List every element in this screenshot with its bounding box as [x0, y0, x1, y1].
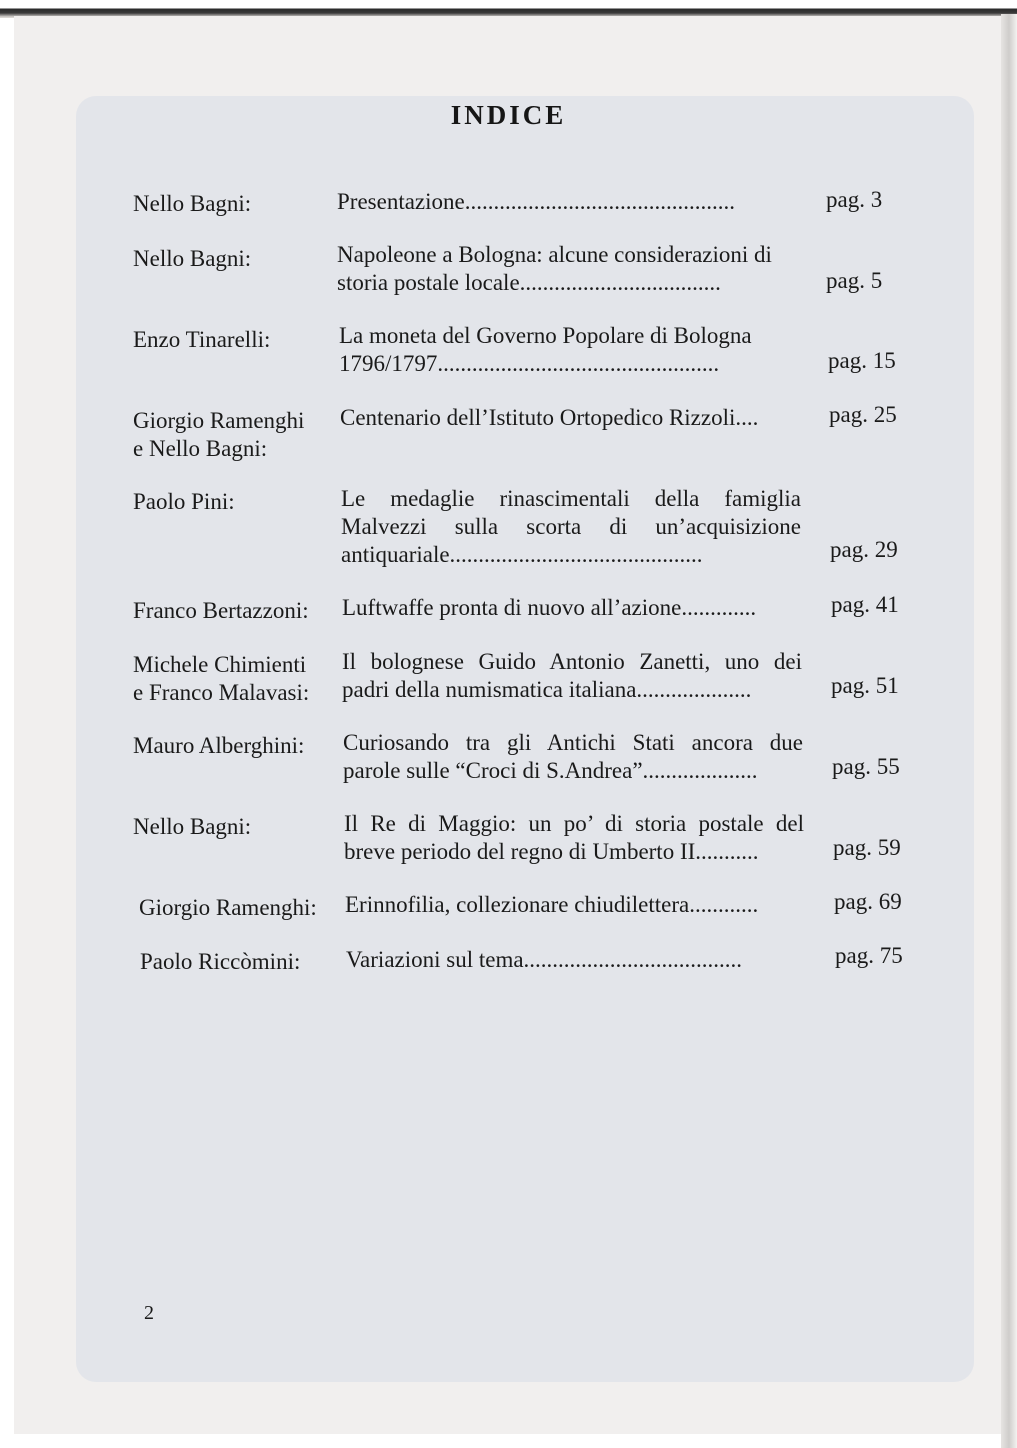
toc-page-ref: pag. 5	[826, 268, 883, 293]
author-line: Mauro Alberghini:	[133, 733, 305, 758]
article-line: storia postale locale...................................	[337, 270, 721, 295]
toc-author	[139, 894, 349, 922]
article-line: Malvezzi sulla scorta di un’acquisizione	[341, 514, 801, 539]
article-line: Il Re di Maggio: un po’ di storia postale del	[344, 811, 804, 836]
author-line: e Nello Bagni:	[133, 436, 268, 461]
author-line: Paolo Pini:	[133, 489, 235, 514]
article-line: parole sulle “Croci di S.Andrea”....................	[343, 758, 758, 783]
toc-page-ref: pag. 29	[830, 537, 898, 562]
page-number: 2	[144, 1302, 154, 1324]
author-line: Giorgio Ramenghi:	[139, 895, 317, 920]
toc-page-ref: pag. 51	[831, 673, 899, 698]
toc-article	[337, 241, 797, 297]
author-line: Nello Bagni:	[133, 246, 252, 271]
toc-author	[133, 597, 333, 625]
article-line: La moneta del Governo Popolare di Bologna	[339, 323, 752, 348]
author-line: Paolo Riccòmini:	[140, 949, 301, 974]
toc-author	[133, 488, 333, 516]
article-line: antiquariale............................................	[341, 542, 703, 567]
article-line: Le medaglie rinascimentali della famiglia	[341, 486, 801, 511]
toc-article	[340, 404, 800, 432]
toc-author	[133, 326, 333, 354]
toc-page-ref: pag. 25	[829, 402, 897, 427]
toc-page-ref: pag. 41	[831, 592, 899, 617]
page-right-edge	[1001, 14, 1017, 1448]
document-page	[14, 16, 1002, 1434]
index-title: INDICE	[450, 100, 567, 130]
toc-article	[343, 729, 803, 785]
toc-article	[341, 485, 801, 569]
toc-page-ref: pag. 59	[833, 835, 901, 860]
author-line: Nello Bagni:	[133, 814, 252, 839]
toc-page-ref: pag. 75	[835, 943, 903, 968]
toc-author	[133, 190, 333, 218]
article-line: padri della numismatica italiana....................	[342, 677, 752, 702]
article-line: Centenario dell’Istituto Ortopedico Rizzoli....	[340, 405, 759, 430]
toc-author	[133, 407, 333, 463]
toc-article	[346, 946, 806, 974]
toc-article	[345, 891, 805, 919]
toc-author	[140, 948, 340, 976]
toc-page-ref: pag. 69	[834, 889, 902, 914]
toc-article	[339, 322, 799, 378]
author-line: e Franco Malavasi:	[133, 680, 310, 705]
toc-author	[133, 732, 333, 760]
article-line: breve periodo del regno di Umberto II...........	[344, 839, 759, 864]
author-line: Nello Bagni:	[133, 191, 252, 216]
article-line: Curiosando tra gli Antichi Stati ancora due	[343, 730, 803, 755]
toc-article	[342, 594, 802, 622]
toc-article	[337, 188, 797, 216]
author-line: Enzo Tinarelli:	[133, 327, 271, 352]
author-line: Michele Chimienti	[133, 652, 307, 677]
toc-author	[133, 651, 333, 707]
article-line: Erinnofilia, collezionare chiudilettera............	[345, 892, 759, 917]
toc-page-ref: pag. 3	[826, 187, 883, 212]
toc-article	[344, 810, 804, 866]
article-line: Il bolognese Guido Antonio Zanetti, uno dei	[342, 649, 802, 674]
toc-article	[342, 648, 802, 704]
author-line: Giorgio Ramenghi	[133, 408, 305, 433]
toc-page-ref: pag. 15	[828, 348, 896, 373]
toc-page-ref: pag. 55	[832, 754, 900, 779]
author-line: Franco Bertazzoni:	[133, 598, 309, 623]
toc-author	[133, 813, 333, 841]
article-line: Variazioni sul tema......................................	[346, 947, 743, 972]
article-line: Napoleone a Bologna: alcune considerazioni di	[337, 242, 772, 267]
article-line: Luftwaffe pronta di nuovo all’azione.............	[342, 595, 757, 620]
article-line: 1796/1797.................................................	[339, 351, 720, 376]
toc-author	[133, 245, 333, 273]
article-line: Presentazione...............................................	[337, 189, 735, 214]
